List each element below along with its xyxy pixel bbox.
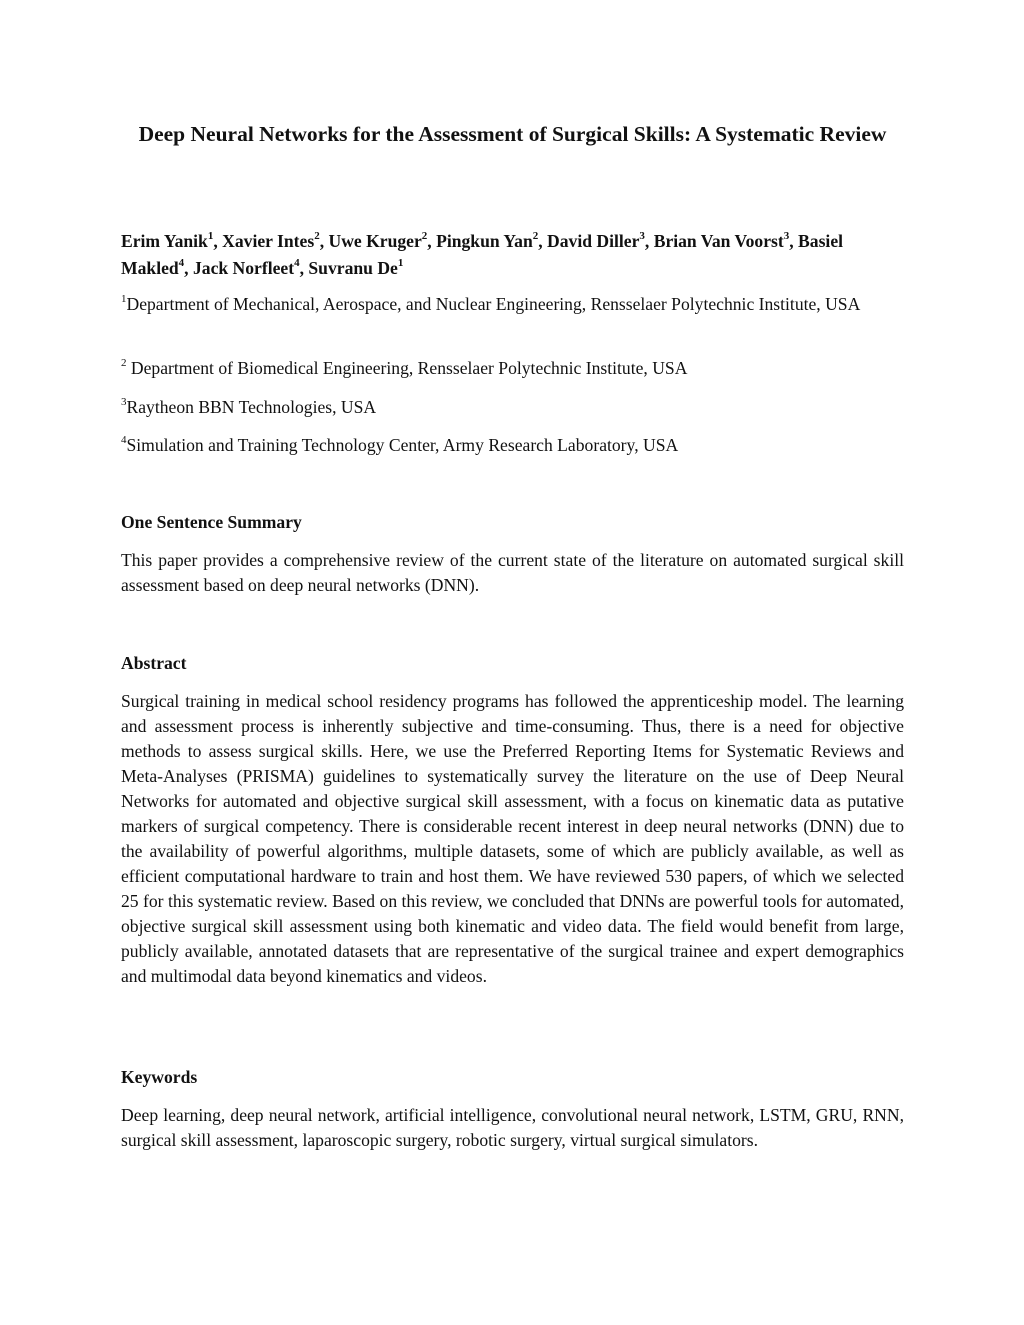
affiliation-mark: 1 <box>121 293 127 306</box>
author-name: Xavier Intes <box>222 231 315 251</box>
author-name: David Diller <box>547 231 640 251</box>
author-name: Uwe Kruger <box>328 231 422 251</box>
affiliation-text: Department of Biomedical Engineering, Rensselaer Polytechnic Institute, USA <box>126 358 688 378</box>
affiliation-mark: 2 <box>121 357 127 370</box>
author-affil-mark: 3 <box>783 230 790 243</box>
affiliation-text: Department of Mechanical, Aerospace, and Nuclear Engineering, Rensselaer Polytechnic Institute, USA <box>126 294 861 314</box>
keywords-text: Deep learning, deep neural network, artificial intelligence, convolutional neural network, LSTM, GRU, RNN, surgical skill assessment, laparoscopic surgery, robotic surgery, virtual surgical simulators. <box>121 1105 904 1150</box>
author-list: Erim Yanik$^1$, Xavier Intes$^2$, Uwe Kruger$^2$, Pingkun Yan$^2$, David Diller$^3$, Brian Van Voorst$^3$, Basiel Makled$^4$, Jack Norfleet$^4$, Suvranu De$^1$ <box>121 230 844 278</box>
author-affil-mark: 1 <box>207 230 214 243</box>
affiliation-text: Simulation and Training Technology Center, Army Research Laboratory, USA <box>126 435 679 455</box>
summary-heading: One Sentence Summary <box>121 512 302 532</box>
affiliation-1 <box>121 292 904 317</box>
affiliation-2 <box>121 356 904 381</box>
affiliation-mark: 4 <box>121 434 127 447</box>
paper-title: Deep Neural Networks for the Assessment of Surgical Skills: A Systematic Review <box>138 122 887 146</box>
author-name: Jack Norfleet <box>192 258 295 278</box>
keywords-heading: Keywords <box>121 1067 198 1087</box>
abstract-heading: Abstract <box>121 653 187 673</box>
affiliation-3 <box>121 395 904 420</box>
author-affil-mark: 2 <box>532 230 539 243</box>
author-name: Basiel Makled <box>121 231 844 278</box>
author-affil-mark: 3 <box>639 230 645 243</box>
author-name: Suvranu De <box>308 258 398 278</box>
author-name: Pingkun Yan <box>436 231 533 251</box>
author-affil-mark: 4 <box>294 257 300 270</box>
author-name: Brian Van Voorst <box>653 231 784 251</box>
author-name: Erim Yanik <box>121 231 208 251</box>
summary-text: This paper provides a comprehensive review of the current state of the literature on automated surgical skill assessment based on deep neural networks (DNN). <box>121 550 904 595</box>
author-affil-mark: 4 <box>178 257 185 270</box>
author-affil-mark: 1 <box>397 257 404 270</box>
affiliation-4 <box>121 433 904 458</box>
author-affil-mark: 2 <box>314 230 320 243</box>
affiliation-text: Raytheon BBN Technologies, USA <box>126 397 377 417</box>
author-affil-mark: 2 <box>421 230 428 243</box>
affiliation-mark: 3 <box>121 396 127 409</box>
abstract-text: Surgical training in medical school residency programs has followed the apprenticeship model. The learning and assessment process is inherently subjective and time-consuming. Thus, there is a need for objective methods to assess surgical skills. Here, we use the Preferred Reporting Items for Systematic Reviews and Meta-Analyses (PRISMA) guidelines to systematically survey the literature on the use of Deep Neural Networks for automated and objective surgical skill assessment, with a focus on kinematic data as putative markers of surgical competency. There is considerable recent interest in deep neural networks (DNN) due to the availability of powerful algorithms, multiple datasets, some of which are publicly available, as well as efficient computational hardware to train and host them. We have reviewed 530 papers, of which we selected 25 for this systematic review. Based on this review, we concluded that DNNs are powerful tools for automated, objective surgical skill assessment using both kinematic and video data. The field would benefit from large, publicly available, annotated datasets that are representative of the surgical trainee and expert demographics and multimodal data beyond kinematics and videos. <box>121 691 904 986</box>
